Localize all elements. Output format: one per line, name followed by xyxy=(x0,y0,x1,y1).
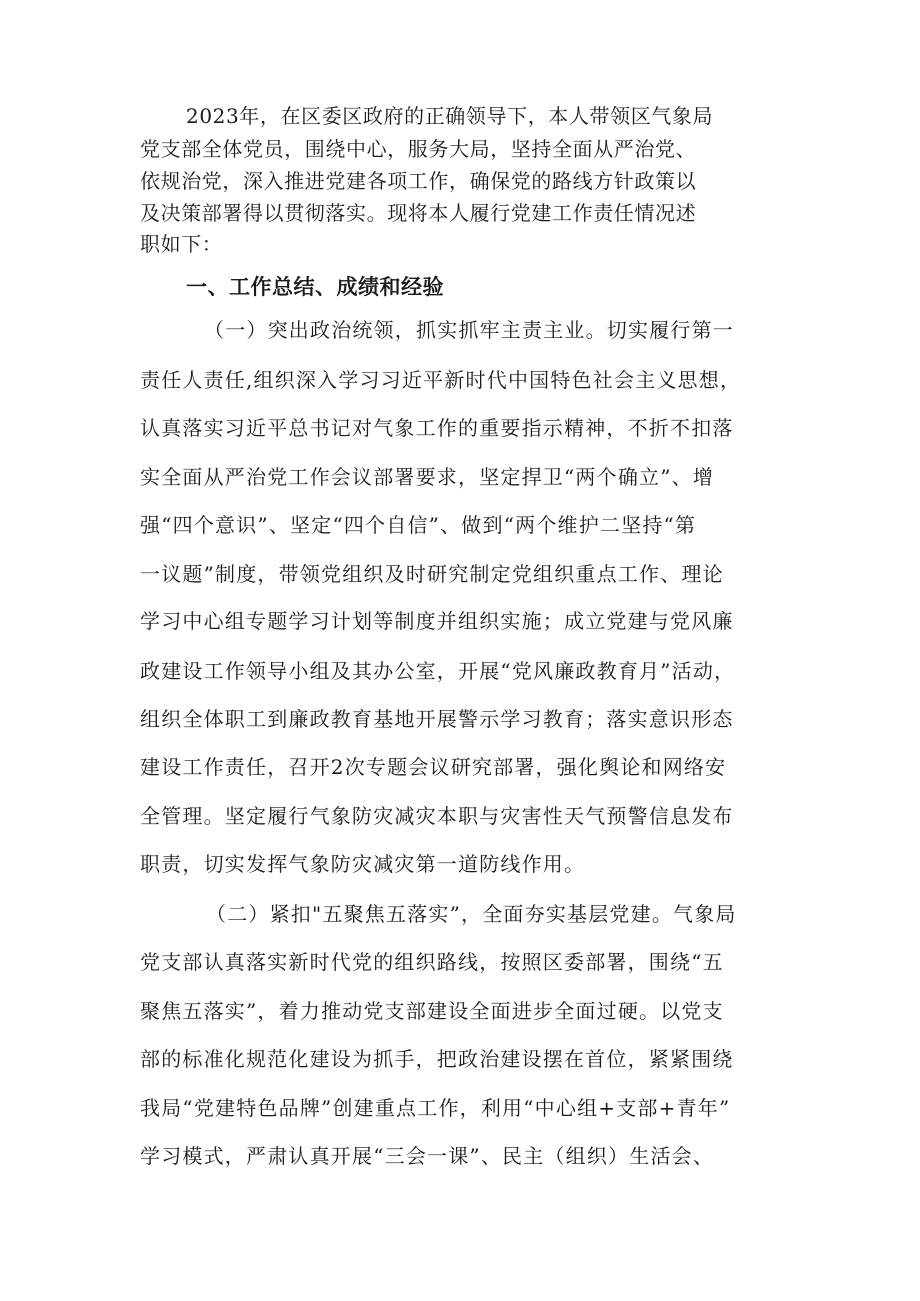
paragraph-line: 一议题”制度，带领党组织及时研究制定党组织重点工作、理论 xyxy=(140,562,724,586)
intro-line: 依规治党，深入推进党建各项工作，确保党的路线方针政策以 xyxy=(140,169,697,193)
intro-line: 职如下： xyxy=(140,232,223,256)
paragraph-line: 全管理。坚定履行气象防灾减灾本职与灾害性天气预警信息发布 xyxy=(140,804,734,828)
paragraph-line: 我局“党建特色品牌”创建重点工作，利用“中心组+支部+青年” xyxy=(140,1096,731,1120)
paragraph-line: 学习中心组专题学习计划等制度并组织实施；成立党建与党风廉 xyxy=(140,609,734,633)
paragraph-line: 责任人责任,组织深入学习习近平新时代中国特色社会主义思想， xyxy=(140,368,742,392)
intro-line: 党支部全体党员，围绕中心，服务大局，坚持全面从严治党、 xyxy=(140,137,697,161)
intro-line: 2023年，在区委区政府的正确领导下，本人带领区气象局 xyxy=(186,104,714,128)
paragraph-line: 认真落实习近平总书记对气象工作的重要指示精神，不折不扣落 xyxy=(140,416,734,440)
paragraph-line: 部的标准化规范化建设为抓手，把政治建设摆在首位，紧紧围绕 xyxy=(140,1047,734,1071)
paragraph-line: 党支部认真落实新时代党的组织路线，按照区委部署，围绕“五 xyxy=(140,950,724,974)
paragraph-line: 组织全体职工到廉政教育基地开展警示学习教育；落实意识形态 xyxy=(140,707,734,731)
paragraph-line: （二）紧扣"五聚焦五落实”，全面夯实基层党建。气象局 xyxy=(206,902,737,926)
intro-line: 及决策部署得以贯彻落实。现将本人履行党建工作责任情况述 xyxy=(140,201,697,225)
paragraph-line: 聚焦五落实”，着力推动党支部建设全面进步全面过硬。以党支 xyxy=(140,999,724,1023)
paragraph-line: 政建设工作领导小组及其办公室，开展“党风廉政教育月”活动， xyxy=(140,659,736,683)
section-heading: 一、工作总结、成绩和经验 xyxy=(186,275,444,299)
paragraph-line: （一）突出政治统领，抓实抓牢主责主业。切实履行第一 xyxy=(204,318,734,342)
paragraph-line: 强“四个意识”、坚定“四个自信”、做到“两个维护二坚持“第 xyxy=(140,513,697,537)
paragraph-line: 实全面从严治党工作会议部署要求，坚定捍卫“两个确立”、增 xyxy=(140,465,715,489)
paragraph-line: 学习模式，严肃认真开展“三会一课”、民主（组织）生活会、 xyxy=(140,1144,715,1168)
paragraph-line: 职责，切实发挥气象防灾减灾第一道防线作用。 xyxy=(140,852,586,876)
paragraph-line: 建设工作责任，召开2次专题会议研究部署，强化舆论和网络安 xyxy=(140,755,727,779)
